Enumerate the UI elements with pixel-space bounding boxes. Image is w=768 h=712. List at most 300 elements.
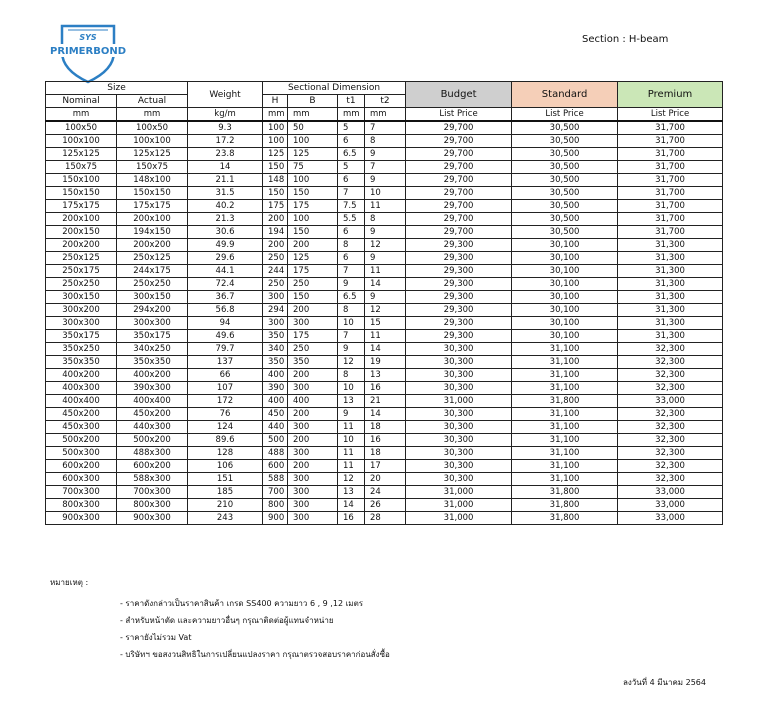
cell-budget: 29,300 (406, 317, 512, 330)
table-row (46, 343, 723, 356)
cell-h: 200 (263, 213, 288, 226)
table-row (46, 265, 723, 278)
cell-standard: 30,100 (512, 239, 618, 252)
cell-h: 340 (263, 343, 288, 356)
cell-t1: 13 (338, 395, 365, 408)
cell-t2: 17 (365, 460, 406, 473)
cell-nominal: 125x125 (46, 148, 117, 161)
table-row (46, 174, 723, 187)
cell-standard: 30,100 (512, 252, 618, 265)
date-line: ลงวันที่ 4 มีนาคม 2564 (623, 678, 706, 687)
unit-budget: List Price (406, 108, 512, 122)
cell-standard: 30,100 (512, 330, 618, 343)
unit-weight: kg/m (188, 108, 263, 122)
cell-t1: 6 (338, 252, 365, 265)
cell-t1: 11 (338, 460, 365, 473)
cell-premium: 32,300 (618, 343, 723, 356)
cell-actual: 900x300 (117, 512, 188, 525)
cell-h: 400 (263, 369, 288, 382)
cell-h: 250 (263, 278, 288, 291)
cell-b: 300 (288, 317, 338, 330)
cell-t1: 5 (338, 121, 365, 135)
cell-t2: 9 (365, 252, 406, 265)
table-row (46, 161, 723, 174)
table-row (46, 252, 723, 265)
header-premium: Premium (618, 82, 723, 108)
cell-h: 100 (263, 121, 288, 135)
table-row (46, 512, 723, 525)
cell-budget: 29,300 (406, 291, 512, 304)
cell-b: 250 (288, 343, 338, 356)
cell-h: 148 (263, 174, 288, 187)
cell-budget: 29,300 (406, 330, 512, 343)
cell-t2: 11 (365, 330, 406, 343)
cell-b: 175 (288, 330, 338, 343)
cell-actual: 300x300 (117, 317, 188, 330)
cell-b: 200 (288, 369, 338, 382)
cell-t2: 18 (365, 421, 406, 434)
note-item: - ราคาดังกล่าวเป็นราคาสินค้า เกรด SS400 ความยาว 6 , 9 ,12 เมตร (120, 599, 364, 608)
cell-b: 150 (288, 226, 338, 239)
cell-premium: 33,000 (618, 486, 723, 499)
cell-standard: 31,100 (512, 408, 618, 421)
cell-premium: 32,300 (618, 356, 723, 369)
cell-premium: 31,700 (618, 226, 723, 239)
table-row (46, 121, 723, 135)
cell-b: 200 (288, 304, 338, 317)
cell-budget: 30,300 (406, 356, 512, 369)
cell-b: 100 (288, 213, 338, 226)
notes-list (50, 595, 390, 663)
cell-standard: 31,800 (512, 512, 618, 525)
cell-weight: 243 (188, 512, 263, 525)
cell-t2: 11 (365, 200, 406, 213)
cell-standard: 31,100 (512, 343, 618, 356)
cell-b: 175 (288, 200, 338, 213)
cell-t1: 9 (338, 408, 365, 421)
cell-b: 300 (288, 382, 338, 395)
cell-premium: 31,700 (618, 187, 723, 200)
cell-standard: 30,500 (512, 174, 618, 187)
table-row (46, 434, 723, 447)
cell-b: 100 (288, 174, 338, 187)
header-t2: t2 (365, 95, 406, 108)
cell-nominal: 150x150 (46, 187, 117, 200)
cell-nominal: 500x200 (46, 434, 117, 447)
cell-premium: 32,300 (618, 460, 723, 473)
cell-t2: 26 (365, 499, 406, 512)
section-label: Section : H-beam (582, 34, 669, 45)
cell-h: 500 (263, 434, 288, 447)
cell-t2: 14 (365, 408, 406, 421)
cell-t1: 11 (338, 447, 365, 460)
cell-t2: 20 (365, 473, 406, 486)
cell-nominal: 800x300 (46, 499, 117, 512)
cell-nominal: 250x250 (46, 278, 117, 291)
cell-premium: 32,300 (618, 369, 723, 382)
cell-weight: 72.4 (188, 278, 263, 291)
table-row (46, 317, 723, 330)
cell-b: 75 (288, 161, 338, 174)
cell-t1: 7 (338, 330, 365, 343)
cell-t1: 8 (338, 239, 365, 252)
cell-premium: 31,700 (618, 121, 723, 135)
cell-premium: 31,700 (618, 200, 723, 213)
cell-h: 800 (263, 499, 288, 512)
cell-actual: 800x300 (117, 499, 188, 512)
cell-budget: 29,700 (406, 161, 512, 174)
cell-b: 50 (288, 121, 338, 135)
cell-actual: 148x100 (117, 174, 188, 187)
cell-weight: 21.1 (188, 174, 263, 187)
table-row (46, 408, 723, 421)
cell-weight: 56.8 (188, 304, 263, 317)
cell-t1: 12 (338, 356, 365, 369)
cell-premium: 32,300 (618, 382, 723, 395)
cell-t2: 13 (365, 369, 406, 382)
cell-weight: 210 (188, 499, 263, 512)
cell-weight: 76 (188, 408, 263, 421)
cell-h: 294 (263, 304, 288, 317)
cell-actual: 588x300 (117, 473, 188, 486)
cell-t1: 10 (338, 317, 365, 330)
cell-budget: 30,300 (406, 421, 512, 434)
cell-b: 200 (288, 408, 338, 421)
cell-budget: 29,700 (406, 121, 512, 135)
cell-actual: 340x250 (117, 343, 188, 356)
cell-h: 194 (263, 226, 288, 239)
header-actual: Actual (117, 95, 188, 108)
cell-b: 250 (288, 278, 338, 291)
cell-h: 175 (263, 200, 288, 213)
cell-t1: 8 (338, 304, 365, 317)
cell-weight: 106 (188, 460, 263, 473)
cell-weight: 9.3 (188, 121, 263, 135)
cell-nominal: 700x300 (46, 486, 117, 499)
unit-nominal: mm (46, 108, 117, 122)
cell-h: 350 (263, 356, 288, 369)
cell-premium: 32,300 (618, 434, 723, 447)
cell-nominal: 450x300 (46, 421, 117, 434)
notes (50, 576, 390, 663)
cell-premium: 31,300 (618, 304, 723, 317)
header-nominal: Nominal (46, 95, 117, 108)
cell-premium: 31,700 (618, 213, 723, 226)
cell-t2: 15 (365, 317, 406, 330)
cell-b: 300 (288, 421, 338, 434)
cell-t2: 8 (365, 135, 406, 148)
logo-name-text: PRIMERBOND (49, 46, 127, 57)
cell-actual: 100x100 (117, 135, 188, 148)
cell-t1: 12 (338, 473, 365, 486)
cell-actual: 400x200 (117, 369, 188, 382)
cell-premium: 32,300 (618, 473, 723, 486)
cell-weight: 151 (188, 473, 263, 486)
header-weight: Weight (188, 82, 263, 108)
cell-h: 350 (263, 330, 288, 343)
cell-premium: 31,300 (618, 239, 723, 252)
cell-nominal: 300x200 (46, 304, 117, 317)
cell-t1: 9 (338, 278, 365, 291)
cell-t2: 7 (365, 161, 406, 174)
table-row (46, 499, 723, 512)
table-row (46, 369, 723, 382)
unit-row (46, 108, 723, 122)
cell-budget: 29,700 (406, 174, 512, 187)
cell-h: 300 (263, 291, 288, 304)
table-row (46, 330, 723, 343)
cell-actual: 200x200 (117, 239, 188, 252)
cell-actual: 300x150 (117, 291, 188, 304)
cell-weight: 94 (188, 317, 263, 330)
cell-budget: 30,300 (406, 460, 512, 473)
table-row (46, 291, 723, 304)
cell-actual: 125x125 (117, 148, 188, 161)
cell-actual: 390x300 (117, 382, 188, 395)
cell-t1: 13 (338, 486, 365, 499)
cell-h: 390 (263, 382, 288, 395)
cell-budget: 30,300 (406, 369, 512, 382)
cell-nominal: 200x100 (46, 213, 117, 226)
cell-actual: 200x100 (117, 213, 188, 226)
cell-budget: 29,300 (406, 278, 512, 291)
cell-actual: 500x200 (117, 434, 188, 447)
cell-h: 488 (263, 447, 288, 460)
cell-actual: 400x400 (117, 395, 188, 408)
cell-t1: 5 (338, 161, 365, 174)
cell-nominal: 100x100 (46, 135, 117, 148)
cell-budget: 29,700 (406, 213, 512, 226)
cell-standard: 30,500 (512, 187, 618, 200)
cell-nominal: 600x300 (46, 473, 117, 486)
table-row (46, 356, 723, 369)
cell-t2: 8 (365, 213, 406, 226)
cell-h: 700 (263, 486, 288, 499)
cell-weight: 23.8 (188, 148, 263, 161)
cell-t2: 9 (365, 174, 406, 187)
cell-t2: 9 (365, 291, 406, 304)
cell-h: 250 (263, 252, 288, 265)
cell-b: 400 (288, 395, 338, 408)
cell-t1: 14 (338, 499, 365, 512)
cell-b: 150 (288, 187, 338, 200)
cell-actual: 450x200 (117, 408, 188, 421)
unit-b: mm (288, 108, 338, 122)
cell-weight: 21.3 (188, 213, 263, 226)
cell-actual: 600x200 (117, 460, 188, 473)
cell-budget: 29,300 (406, 252, 512, 265)
cell-t1: 8 (338, 369, 365, 382)
cell-standard: 30,500 (512, 161, 618, 174)
cell-actual: 350x350 (117, 356, 188, 369)
cell-budget: 30,300 (406, 447, 512, 460)
cell-b: 300 (288, 447, 338, 460)
cell-t1: 6 (338, 174, 365, 187)
cell-t2: 24 (365, 486, 406, 499)
cell-weight: 79.7 (188, 343, 263, 356)
cell-t2: 28 (365, 512, 406, 525)
cell-weight: 49.9 (188, 239, 263, 252)
table-row (46, 148, 723, 161)
price-table (45, 81, 723, 525)
cell-t1: 6.5 (338, 291, 365, 304)
cell-h: 300 (263, 317, 288, 330)
cell-premium: 31,300 (618, 278, 723, 291)
cell-premium: 31,300 (618, 291, 723, 304)
cell-budget: 29,700 (406, 226, 512, 239)
cell-t2: 21 (365, 395, 406, 408)
cell-standard: 31,100 (512, 382, 618, 395)
unit-h: mm (263, 108, 288, 122)
cell-t2: 12 (365, 239, 406, 252)
cell-nominal: 500x300 (46, 447, 117, 460)
header-standard: Standard (512, 82, 618, 108)
cell-standard: 30,500 (512, 121, 618, 135)
cell-h: 150 (263, 161, 288, 174)
cell-t1: 7 (338, 265, 365, 278)
cell-standard: 31,100 (512, 473, 618, 486)
cell-t1: 6 (338, 226, 365, 239)
cell-weight: 124 (188, 421, 263, 434)
cell-t1: 11 (338, 421, 365, 434)
cell-t2: 12 (365, 304, 406, 317)
cell-standard: 31,100 (512, 460, 618, 473)
cell-nominal: 200x150 (46, 226, 117, 239)
cell-standard: 31,100 (512, 421, 618, 434)
cell-h: 125 (263, 148, 288, 161)
cell-weight: 89.6 (188, 434, 263, 447)
cell-nominal: 400x200 (46, 369, 117, 382)
cell-standard: 31,100 (512, 369, 618, 382)
cell-t1: 7 (338, 187, 365, 200)
cell-t1: 7.5 (338, 200, 365, 213)
table-row (46, 304, 723, 317)
cell-weight: 30.6 (188, 226, 263, 239)
cell-nominal: 400x300 (46, 382, 117, 395)
table-row (46, 200, 723, 213)
note-item: - บริษัทฯ ขอสงวนสิทธิในการเปลี่ยนแปลงราคา กรุณาตรวจสอบราคาก่อนสั่งซื้อ (120, 650, 390, 659)
table-row (46, 213, 723, 226)
cell-budget: 30,300 (406, 343, 512, 356)
table-row (46, 278, 723, 291)
cell-budget: 31,000 (406, 395, 512, 408)
cell-standard: 30,100 (512, 304, 618, 317)
cell-weight: 36.7 (188, 291, 263, 304)
cell-budget: 29,700 (406, 148, 512, 161)
table-row (46, 447, 723, 460)
header-size: Size (46, 82, 188, 95)
cell-standard: 31,800 (512, 486, 618, 499)
cell-budget: 29,700 (406, 200, 512, 213)
cell-budget: 30,300 (406, 473, 512, 486)
cell-nominal: 400x400 (46, 395, 117, 408)
cell-actual: 250x125 (117, 252, 188, 265)
cell-actual: 350x175 (117, 330, 188, 343)
cell-t1: 10 (338, 382, 365, 395)
cell-weight: 128 (188, 447, 263, 460)
cell-standard: 30,500 (512, 226, 618, 239)
cell-weight: 185 (188, 486, 263, 499)
cell-nominal: 250x125 (46, 252, 117, 265)
cell-standard: 31,800 (512, 395, 618, 408)
cell-budget: 29,300 (406, 304, 512, 317)
cell-premium: 32,300 (618, 421, 723, 434)
cell-b: 300 (288, 486, 338, 499)
cell-weight: 29.6 (188, 252, 263, 265)
cell-weight: 31.5 (188, 187, 263, 200)
cell-actual: 100x50 (117, 121, 188, 135)
table-row (46, 187, 723, 200)
cell-b: 300 (288, 512, 338, 525)
cell-h: 100 (263, 135, 288, 148)
cell-premium: 31,700 (618, 135, 723, 148)
cell-nominal: 900x300 (46, 512, 117, 525)
cell-actual: 194x150 (117, 226, 188, 239)
cell-h: 150 (263, 187, 288, 200)
table-row (46, 382, 723, 395)
note-item: - ราคายังไม่รวม Vat (120, 633, 192, 642)
cell-standard: 30,500 (512, 135, 618, 148)
cell-b: 200 (288, 434, 338, 447)
cell-premium: 32,300 (618, 447, 723, 460)
cell-premium: 33,000 (618, 512, 723, 525)
cell-premium: 31,300 (618, 252, 723, 265)
header-b: B (288, 95, 338, 108)
cell-premium: 31,700 (618, 148, 723, 161)
cell-budget: 30,300 (406, 434, 512, 447)
cell-h: 200 (263, 239, 288, 252)
cell-weight: 17.2 (188, 135, 263, 148)
cell-nominal: 100x50 (46, 121, 117, 135)
cell-budget: 29,300 (406, 265, 512, 278)
cell-actual: 150x75 (117, 161, 188, 174)
header-sectional-dimension: Sectional Dimension (263, 82, 406, 95)
cell-actual: 250x250 (117, 278, 188, 291)
cell-b: 300 (288, 499, 338, 512)
cell-nominal: 250x175 (46, 265, 117, 278)
cell-t1: 16 (338, 512, 365, 525)
table-row (46, 135, 723, 148)
cell-b: 200 (288, 460, 338, 473)
cell-weight: 107 (188, 382, 263, 395)
cell-h: 244 (263, 265, 288, 278)
cell-standard: 30,100 (512, 291, 618, 304)
cell-t1: 9 (338, 343, 365, 356)
unit-t2: mm (365, 108, 406, 122)
cell-b: 200 (288, 239, 338, 252)
cell-premium: 31,300 (618, 330, 723, 343)
cell-standard: 31,100 (512, 434, 618, 447)
cell-b: 350 (288, 356, 338, 369)
cell-t2: 9 (365, 148, 406, 161)
cell-t1: 10 (338, 434, 365, 447)
cell-h: 600 (263, 460, 288, 473)
cell-nominal: 350x250 (46, 343, 117, 356)
cell-nominal: 200x200 (46, 239, 117, 252)
cell-actual: 175x175 (117, 200, 188, 213)
cell-budget: 30,300 (406, 408, 512, 421)
cell-budget: 31,000 (406, 486, 512, 499)
cell-actual: 488x300 (117, 447, 188, 460)
cell-b: 150 (288, 291, 338, 304)
cell-weight: 66 (188, 369, 263, 382)
cell-standard: 30,500 (512, 200, 618, 213)
cell-standard: 30,100 (512, 317, 618, 330)
cell-nominal: 150x75 (46, 161, 117, 174)
note-item: - สำหรับหน้าตัด และความยาวอื่นๆ กรุณาติดต่อผู้แทนจำหน่าย (120, 616, 334, 625)
cell-actual: 700x300 (117, 486, 188, 499)
cell-budget: 29,300 (406, 239, 512, 252)
